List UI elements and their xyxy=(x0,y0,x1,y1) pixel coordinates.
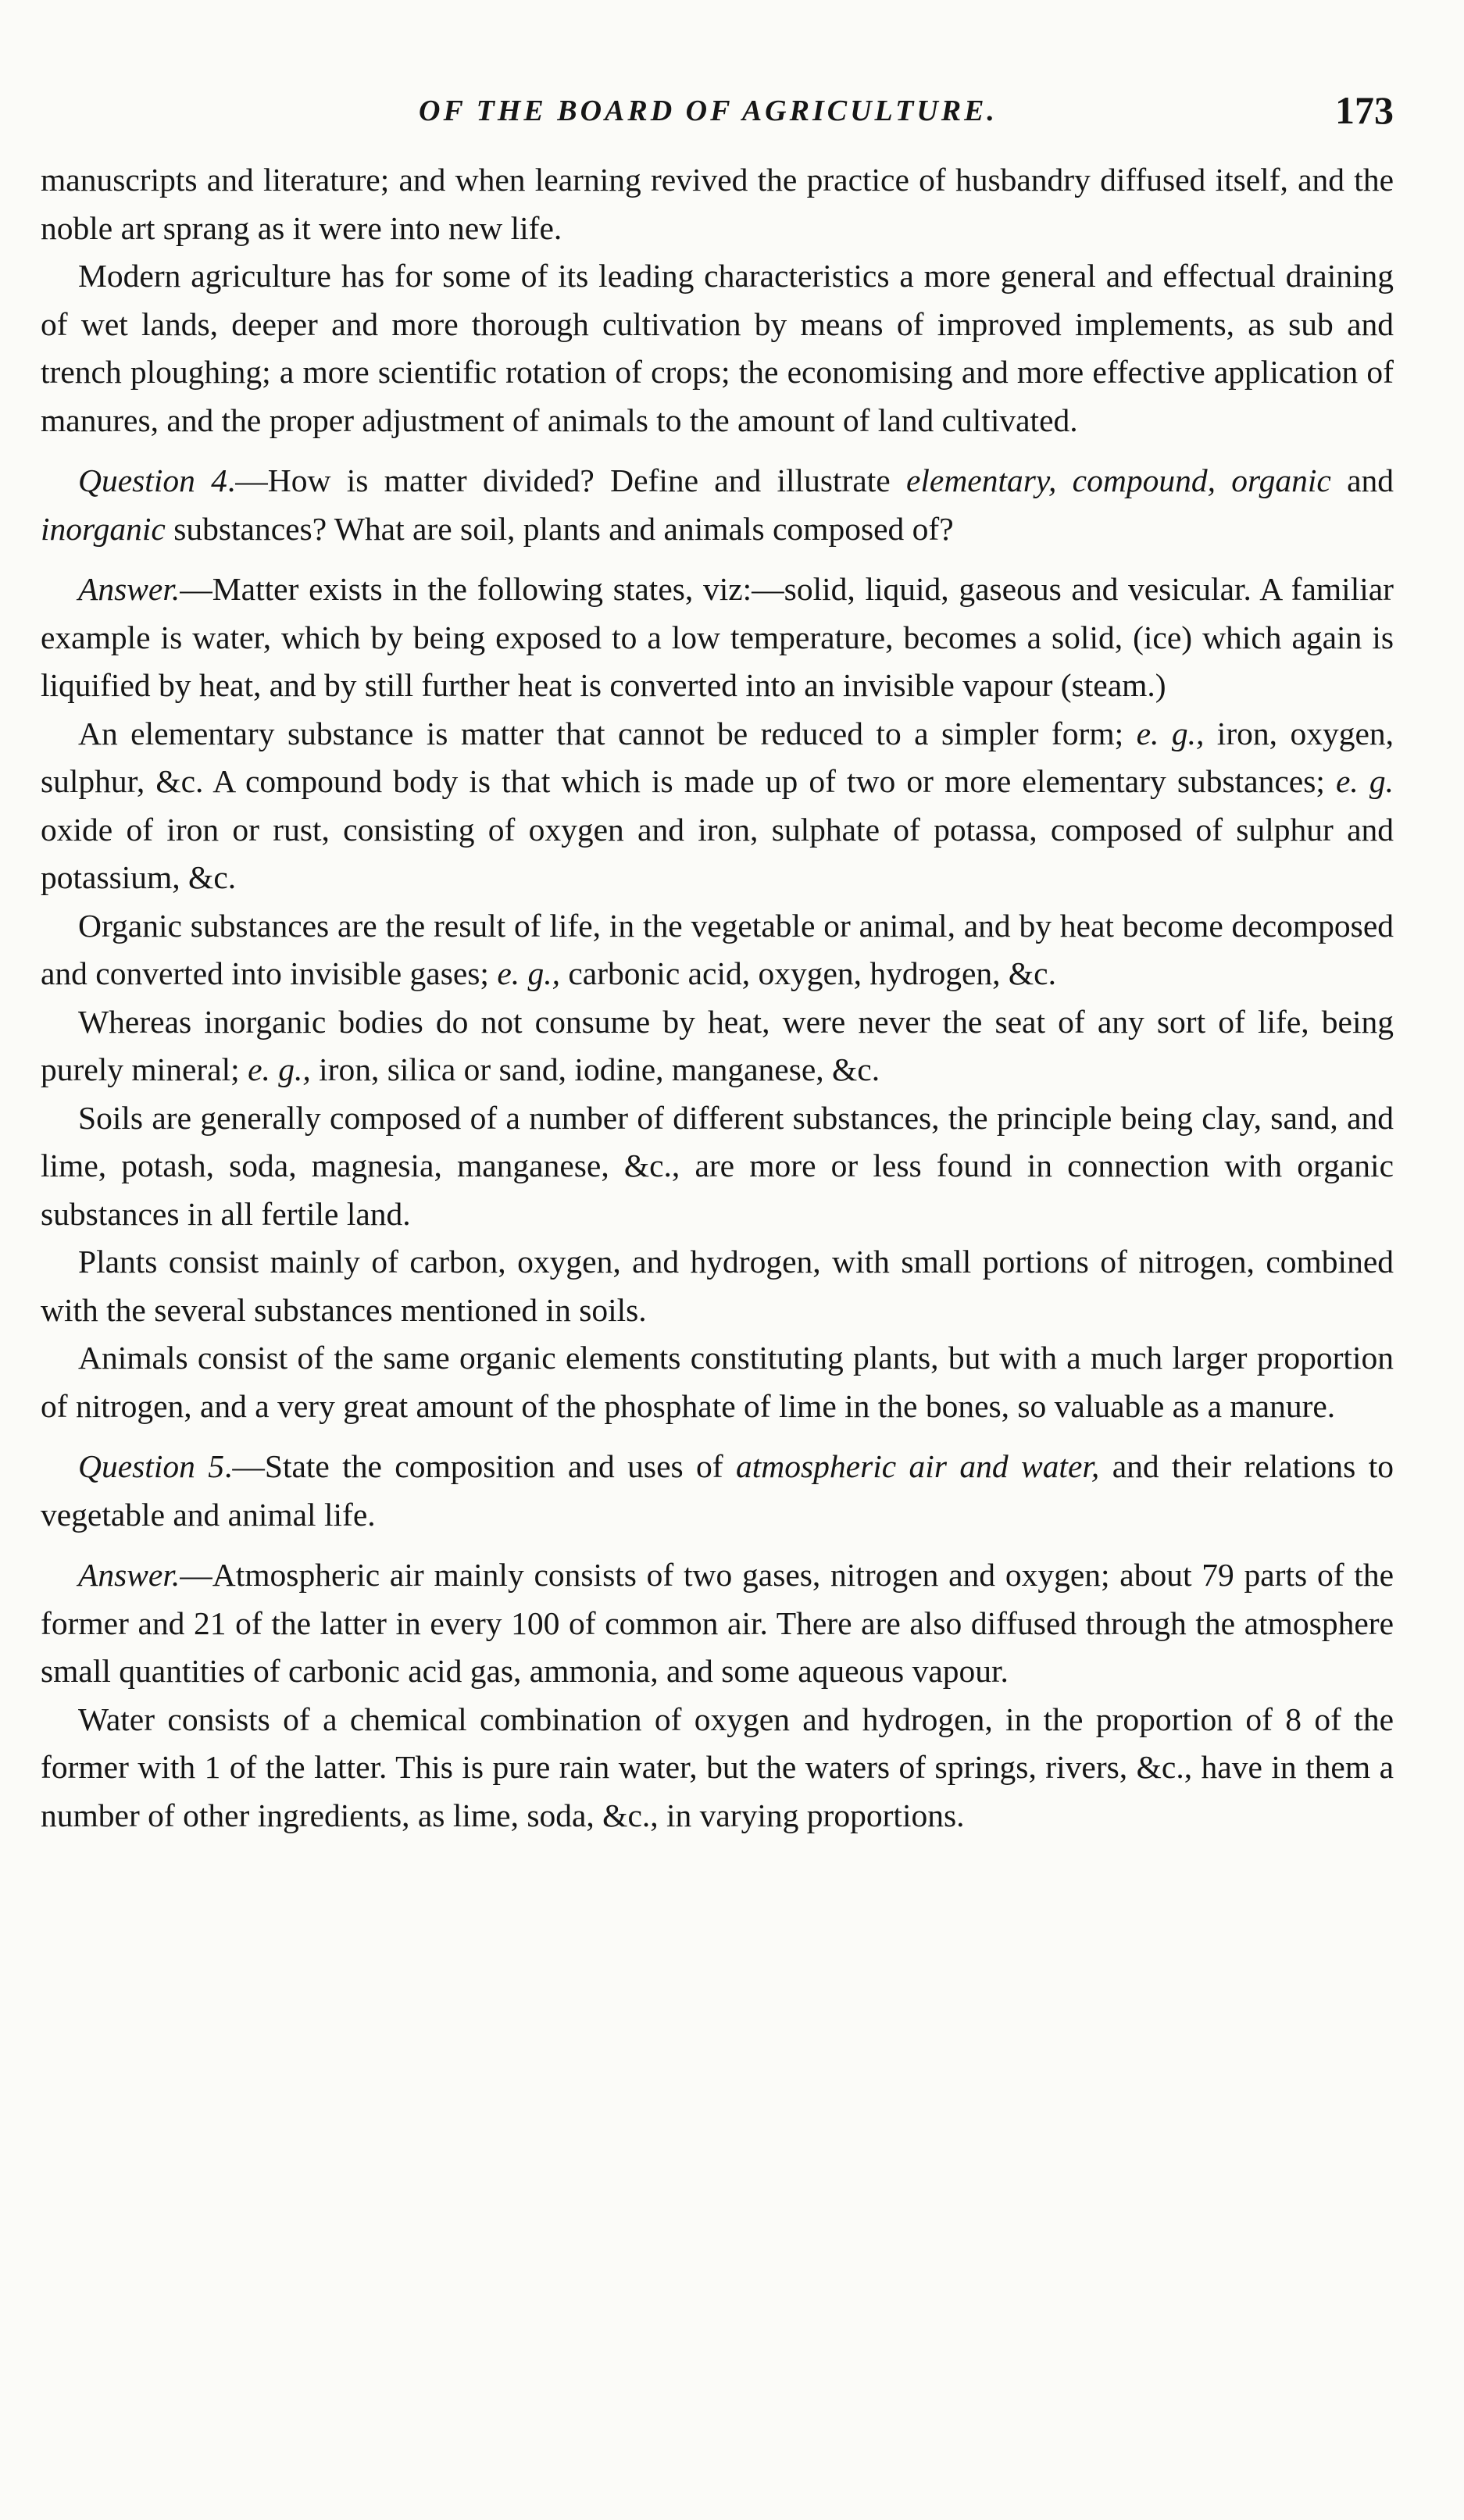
text-run: carbonic acid, oxygen, hydrogen, &c. xyxy=(560,955,1056,991)
paragraph xyxy=(41,902,1394,998)
answer-5 xyxy=(41,1551,1394,1696)
text-run: Water consists of a chemical combination of oxygen and hydrogen, in the proportion of 8 of the former with 1 of the latter. This is pure rain water, but the waters of springs, rivers, &c., have in them a number of other ingredients, as lime, soda, &c., in varying proportions. xyxy=(41,1701,1394,1833)
paragraph xyxy=(41,252,1394,444)
text-run: oxide of iron or rust, consisting of oxygen and iron, sulphate of potassa, composed of sulphur and potassium, &c. xyxy=(41,811,1394,895)
text-run: Plants consist mainly of carbon, oxygen, and hydrogen, with small portions of nitrogen, combined with the several substances mentioned in soils. xyxy=(41,1244,1394,1328)
text-run: iron, silica or sand, iodine, manganese, &c. xyxy=(310,1051,880,1087)
italic-text: Question 4 xyxy=(78,462,227,498)
paragraph xyxy=(41,1238,1394,1334)
body-text xyxy=(41,156,1394,1840)
text-run: Whereas inorganic bodies do not consume by heat, were never the seat of any sort of life, being purely mineral; xyxy=(41,1003,1394,1087)
paragraph xyxy=(41,1094,1394,1239)
answer-4 xyxy=(41,566,1394,710)
text-run: substances? What are soil, plants and animals composed of? xyxy=(165,510,954,547)
italic-text: elementary, compound, organic xyxy=(905,462,1331,498)
text-run: and their relations to vegetable and animal life. xyxy=(41,1448,1394,1533)
text-run: Soils are generally composed of a number of different substances, the principle being clay, sand, and lime, potash, soda, magnesia, manganese, &c., are more or less found in connection with organic substances in all fertile land. xyxy=(41,1099,1394,1232)
paragraph xyxy=(41,1696,1394,1840)
text-run: Animals consist of the same organic elements constituting plants, but with a much larger proportion of nitrogen, and a very great amount of the phosphate of lime in the bones, so valuable as a manure. xyxy=(41,1340,1394,1424)
question-4 xyxy=(41,457,1394,553)
italic-text: atmospheric air and water, xyxy=(736,1448,1100,1484)
paragraph xyxy=(41,998,1394,1094)
paragraph xyxy=(41,710,1394,902)
italic-text: e. g., xyxy=(497,955,560,991)
italic-text: inorganic xyxy=(41,510,166,547)
text-run: .—How is matter divided? Define and illustrate xyxy=(227,462,906,498)
italic-text: Answer. xyxy=(78,571,180,607)
italic-text: e. g. xyxy=(1335,763,1394,799)
text-run: Organic substances are the result of life, in the vegetable or animal, and by heat become decomposed and converted into invisible gases; xyxy=(41,907,1394,991)
text-run: iron, oxygen, sulphur, &c. A compound body is that which is made up of two or more elementary substances; xyxy=(41,715,1394,799)
italic-text: e. g., xyxy=(1136,715,1205,751)
text-run: and xyxy=(1330,462,1394,498)
question-5 xyxy=(41,1443,1394,1539)
paragraph xyxy=(41,1334,1394,1430)
text-run: .—State the composition and uses of xyxy=(223,1448,736,1484)
text-run: —Atmospheric air mainly consists of two gases, nitrogen and oxygen; about 79 parts of the former and 21 of the latter in every 100 of common air. There are also diffused through the atmosphere small quantities of carbonic acid gas, ammonia, and some aqueous vapour. xyxy=(41,1557,1394,1689)
italic-text: Answer. xyxy=(78,1557,180,1593)
page-number: 173 xyxy=(1335,88,1394,132)
text-run: —Matter exists in the following states, viz:—solid, liquid, gaseous and vesicular. A familiar example is water, which by being exposed to a low temperature, becomes a solid, (ice) which again is liquified by heat, and by still further heat is converted into an invisible vapour (steam.) xyxy=(41,571,1394,703)
italic-text: e. g., xyxy=(248,1051,311,1087)
italic-text: Question 5 xyxy=(78,1448,224,1484)
text-run: An elementary substance is matter that cannot be reduced to a simpler form; xyxy=(78,715,1137,751)
running-head: OF THE BOARD OF AGRICULTURE. xyxy=(419,95,998,127)
paragraph xyxy=(41,156,1394,252)
text-run: manuscripts and literature; and when learning revived the practice of husbandry diffused itself, and the noble art sprang as it were into new life. xyxy=(41,162,1394,246)
page-header xyxy=(41,88,1394,156)
text-run: Modern agriculture has for some of its leading characteristics a more general and effectual draining of wet lands, deeper and more thorough cultivation by means of improved implements, as sub and trench ploughing; a more scientific rotation of crops; the economising and more effective application of manures, and the proper adjustment of animals to the amount of land cultivated. xyxy=(41,258,1394,438)
